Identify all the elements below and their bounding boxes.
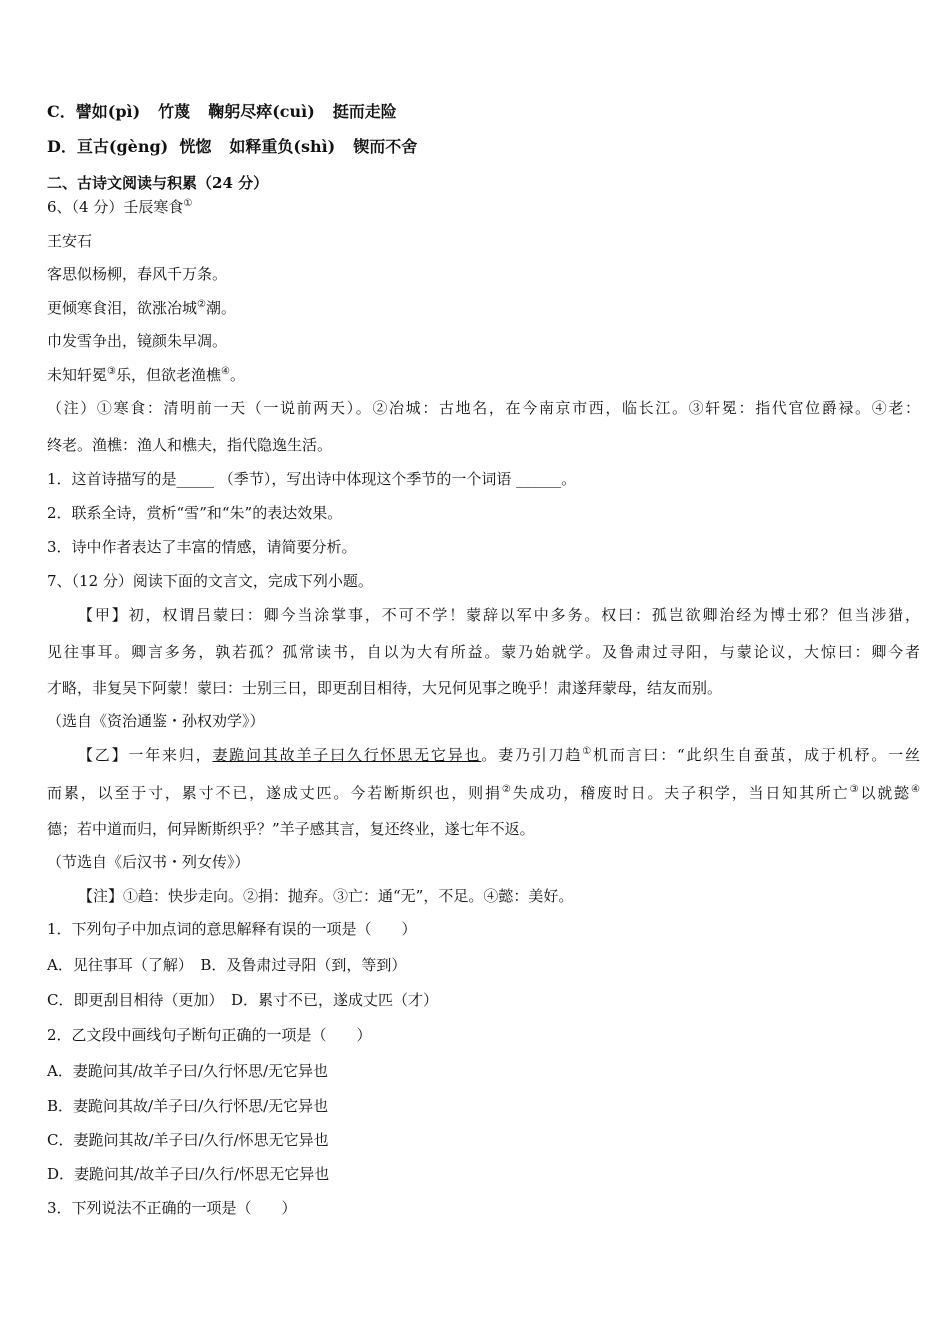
- q7-sub-2-option-a: A．妻跪问其/故羊子曰/久行怀思/无它异也: [47, 1062, 328, 1080]
- q7-sub-3: 3．下列说法不正确的一项是（ ）: [47, 1199, 297, 1217]
- option-c-word-3: 鞠躬尽瘁(cuì): [208, 102, 315, 121]
- jia-line-1: 【甲】初，权谓吕蒙曰：卿今当涂掌事，不可不学！蒙辞以军中多务。权曰：孤岂欲卿治经为博士邪？但当涉猎，: [78, 606, 920, 624]
- q7-heading: 7、（12 分）阅读下面的文言文，完成下列小题。: [47, 572, 373, 590]
- q6-sub-2: 2．联系全诗，赏析“雪”和“朱”的表达效果。: [47, 504, 343, 522]
- jia-line-2: 见往事耳。卿言多务，孰若孤？孤常读书，自以为大有所益。蒙乃始就学。及鲁肃过寻阳，与蒙论议，大惊曰：卿今者: [47, 643, 920, 661]
- option-c-word-1: 譬如(pì): [75, 102, 141, 121]
- option-d-word-4: 锲而不舍: [353, 137, 418, 156]
- poem-note-2: 终老。渔樵：渔人和樵夫，指代隐逸生活。: [47, 436, 333, 454]
- q7-sub-1-options-ab: A．见往事耳（了解） B．及鲁肃过寻阳（到，等到）: [47, 956, 407, 974]
- q7-sub-1-options-cd: C．即更刮目相待（更加） D．累寸不已，遂成丈匹（才）: [47, 991, 439, 1009]
- poem-note-1: （注）①寒食：清明前一天（一说前两天）。②冶城：古地名，在今南京市西，临长江。③轩冕：指代官位爵禄。④老：: [47, 399, 920, 417]
- option-c-word-4: 挺而走险: [332, 102, 397, 121]
- q7-sub-2-option-c: C．妻跪问其故/羊子曰/久行/怀思无它异也: [47, 1131, 329, 1149]
- q7-sub-2-option-d: D．妻跪问其/故羊子曰/久行/怀思无它异也: [47, 1165, 330, 1183]
- option-d: D．亘古(gèng) 恍惚 如释重负(shì) 锲而不舍: [47, 137, 418, 156]
- poem-author: 王安石: [47, 232, 93, 250]
- poem-line-2: 更倾寒食泪，欲涨冶城②潮。: [47, 299, 236, 317]
- q6-heading: 6、（4 分）壬辰寒食①: [47, 198, 193, 216]
- option-c-word-2: 竹蔑: [158, 102, 191, 121]
- q7-note: 【注】①趋：快步走向。②捐：抛弃。③亡：通“无”，不足。④懿：美好。: [78, 887, 574, 905]
- poem-line-3: 巾发雪争出，镜颜朱早凋。: [47, 332, 228, 350]
- yi-line-1: 【乙】一年来归，妻跪问其故羊子曰久行怀思无它异也。妻乃引刀趋①机而言曰：“此织生自蚕茧，成于机杼。一丝: [78, 746, 920, 764]
- q6-sub-1: 1．这首诗描写的是_____ （季节），写出诗中体现这个季节的一个词语 ______。: [47, 470, 577, 488]
- section-title: 二、古诗文阅读与积累（24 分）: [47, 174, 269, 192]
- yi-line-2: 而累，以至于寸，累寸不已，遂成丈匹。今若断斯织也，则捐②失成功，稽废时日。夫子积学，当日知其所亡③以就懿④: [47, 784, 920, 802]
- option-d-word-3: 如释重负(shì): [229, 137, 336, 156]
- option-d-word-1: 亘古(gèng): [76, 137, 169, 156]
- poem-line-1: 客思似杨柳，春风千万条。: [47, 265, 228, 283]
- underlined-sentence: 妻跪问其故羊子曰久行怀思无它异也: [212, 746, 482, 764]
- poem-line-4: 未知轩冕③乐，但欲老渔樵④。: [47, 366, 245, 384]
- option-c: C．譬如(pì) 竹蔑 鞠躬尽瘁(cuì) 挺而走险: [47, 102, 397, 121]
- q6-sub-3: 3．诗中作者表达了丰富的情感，请简要分析。: [47, 538, 357, 556]
- yi-source: （节选自《后汉书・列女传》）: [47, 853, 250, 871]
- jia-line-3: 才略，非复吴下阿蒙！蒙曰：士别三日，即更刮目相待，大兄何见事之晚乎！肃遂拜蒙母，结友而别。: [47, 679, 723, 697]
- q7-sub-1: 1．下列句子中加点词的意思解释有误的一项是（ ）: [47, 920, 417, 938]
- q7-sub-2: 2．乙文段中画线句子断句正确的一项是（ ）: [47, 1026, 372, 1044]
- q7-sub-2-option-b: B．妻跪问其故/羊子曰/久行怀思/无它异也: [47, 1097, 329, 1115]
- yi-line-3: 德；若中道而归，何异断斯织乎？”羊子感其言，复还终业，遂七年不返。: [47, 820, 535, 838]
- jia-source: （选自《资治通鉴・孙权劝学》）: [47, 712, 265, 730]
- option-d-word-2: 恍惚: [179, 137, 212, 156]
